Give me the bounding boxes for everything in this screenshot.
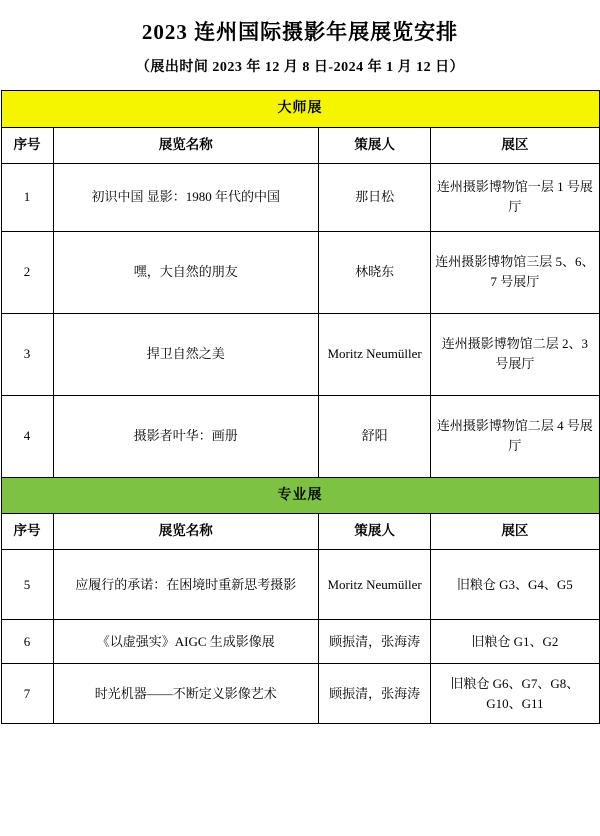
table-header-row-master	[1, 127, 599, 163]
cell-no: 3	[1, 313, 53, 395]
cell-curator: Moritz Neumüller	[319, 313, 431, 395]
cell-area: 旧粮仓 G3、G4、G5	[431, 550, 599, 620]
page-subtitle: （展出时间 2023 年 12 月 8 日-2024 年 1 月 12 日）	[135, 60, 465, 75]
cell-name: 摄影者叶华：画册	[53, 395, 318, 477]
cell-name: 应履行的承诺：在困境时重新思考摄影	[53, 550, 318, 620]
section-band-label: 大师展	[1, 91, 599, 128]
cell-area: 连州摄影博物馆二层 4 号展厅	[431, 395, 599, 477]
cell-name: 捍卫自然之美	[53, 313, 318, 395]
column-header-curator: 策展人	[319, 127, 431, 163]
table-row	[1, 550, 599, 620]
cell-no: 5	[1, 550, 53, 620]
table-row	[1, 620, 599, 664]
table-row	[1, 163, 599, 231]
exhibition-schedule-table	[1, 90, 600, 724]
section-band-master	[1, 91, 599, 128]
cell-area: 旧粮仓 G1、G2	[431, 620, 599, 664]
cell-curator: 林晓东	[319, 231, 431, 313]
column-header-name: 展览名称	[53, 514, 318, 550]
column-header-no: 序号	[1, 127, 53, 163]
cell-no: 7	[1, 664, 53, 724]
cell-curator: 那日松	[319, 163, 431, 231]
cell-name: 时光机器——不断定义影像艺术	[53, 664, 318, 724]
column-header-area: 展区	[431, 127, 599, 163]
table-row	[1, 664, 599, 724]
cell-name: 初识中国 显影：1980 年代的中国	[53, 163, 318, 231]
page-title: 2023 连州国际摄影年展展览安排	[141, 20, 459, 44]
cell-area: 连州摄影博物馆一层 1 号展厅	[431, 163, 599, 231]
cell-area: 连州摄影博物馆二层 2、3 号展厅	[431, 313, 599, 395]
cell-curator: 顾振清，张海涛	[319, 620, 431, 664]
column-header-area: 展区	[431, 514, 599, 550]
cell-area: 旧粮仓 G6、G7、G8、G10、G11	[431, 664, 599, 724]
cell-no: 4	[1, 395, 53, 477]
table-row	[1, 395, 599, 477]
cell-no: 2	[1, 231, 53, 313]
table-row	[1, 231, 599, 313]
table-row	[1, 313, 599, 395]
cell-curator: 舒阳	[319, 395, 431, 477]
column-header-no: 序号	[1, 514, 53, 550]
section-band-label: 专业展	[1, 477, 599, 514]
section-band-professional	[1, 477, 599, 514]
column-header-curator: 策展人	[319, 514, 431, 550]
cell-curator: Moritz Neumüller	[319, 550, 431, 620]
cell-area: 连州摄影博物馆三层 5、6、7 号展厅	[431, 231, 599, 313]
cell-no: 6	[1, 620, 53, 664]
cell-name: 嘿，大自然的朋友	[53, 231, 318, 313]
cell-curator: 顾振清，张海涛	[319, 664, 431, 724]
cell-no: 1	[1, 163, 53, 231]
column-header-name: 展览名称	[53, 127, 318, 163]
table-header-row-professional	[1, 514, 599, 550]
cell-name: 《以虚强实》AIGC 生成影像展	[53, 620, 318, 664]
